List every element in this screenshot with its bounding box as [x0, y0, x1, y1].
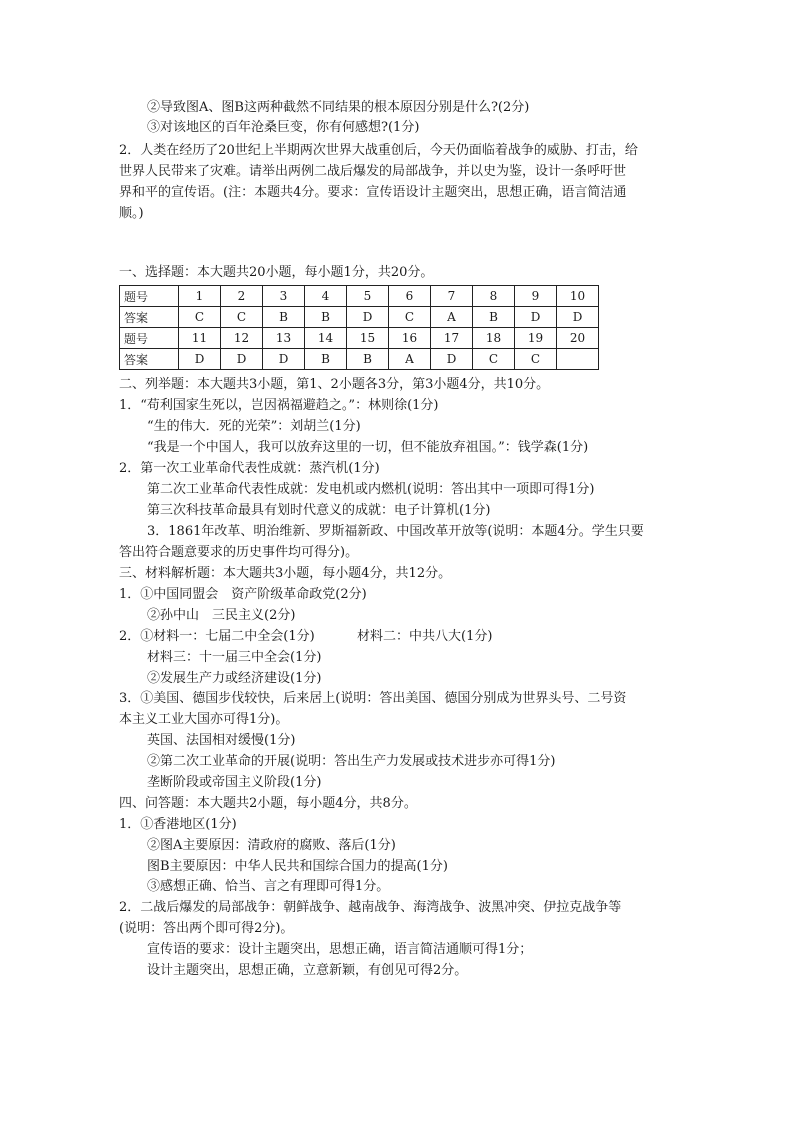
s3-q3-line1: 3．①美国、德国步伐较快，后来居上(说明：答出美国、德国分别成为世界头号、二号资 [119, 691, 627, 706]
table-cell: A [431, 307, 473, 328]
s3-q3-line2: 本主义工业大国亦可得1分)。 [119, 712, 289, 727]
table-cell: D [515, 307, 557, 328]
table-cell: 6 [389, 286, 431, 307]
table-cell: 2 [221, 286, 263, 307]
s4-q1-d: ③感想正确、恰当、言之有理即可得1分。 [147, 879, 390, 894]
table-cell: D [347, 307, 389, 328]
table-cell: 13 [263, 328, 305, 349]
table-cell: 19 [515, 328, 557, 349]
s4-q2-line1: 2．二战后爆发的局部战争：朝鲜战争、越南战争、海湾战争、波黑冲突、伊拉克战争等 [119, 900, 622, 915]
table-cell: C [473, 349, 515, 370]
section4-title: 四、问答题：本大题共2小题，每小题4分，共8分。 [119, 796, 417, 811]
s3-q2-a2: 材料二：中共八大(1分) [357, 629, 493, 644]
table-cell: B [347, 349, 389, 370]
s4-q1-b: ②图A主要原因：清政府的腐败、落后(1分) [147, 838, 396, 853]
table-cell: D [179, 349, 221, 370]
table-cell: C [221, 307, 263, 328]
s4-q2-line2: (说明：答出两个即可得2分)。 [119, 921, 294, 936]
table-cell: 3 [263, 286, 305, 307]
s2-q2-c: 第三次科技革命最具有划时代意义的成就：电子计算机(1分) [147, 503, 491, 518]
answer-table [119, 285, 599, 370]
s3-q3-b: 英国、法国相对缓慢(1分) [147, 733, 296, 748]
prev-q2-line3: 界和平的宣传语。(注：本题共4分。要求：宣传语设计主题突出，思想正确，语言简洁通 [119, 185, 627, 200]
row-label-answer: 答案 [120, 349, 179, 370]
prev-q2-line1: 2．人类在经历了20世纪上半期两次世界大战重创后，今天仍面临着战争的威胁、打击，给 [119, 143, 638, 158]
s2-q2-b: 第二次工业革命代表性成就：发电机或内燃机(说明：答出其中一项即可得1分) [147, 482, 595, 497]
s2-q3-line1: 3．1861年改革、明治维新、罗斯福新政、中国改革开放等(说明：本题4分。学生只要 [147, 524, 644, 539]
prev-q1-sub2: ②导致图A、图B这两种截然不同结果的根本原因分别是什么?(2分) [147, 100, 530, 115]
prev-q2-line4: 顺。) [119, 206, 144, 221]
table-row [120, 328, 599, 349]
table-cell: 17 [431, 328, 473, 349]
table-cell: 4 [305, 286, 347, 307]
s4-q2-b: 宣传语的要求：设计主题突出，思想正确，语言简洁通顺可得1分； [147, 942, 533, 957]
table-cell: 16 [389, 328, 431, 349]
table-row [120, 349, 599, 370]
table-cell: 18 [473, 328, 515, 349]
table-cell: A [389, 349, 431, 370]
section3-title: 三、材料解析题：本大题共3小题，每小题4分，共12分。 [119, 566, 452, 581]
table-cell: C [389, 307, 431, 328]
table-cell: D [221, 349, 263, 370]
s4-q2-c: 设计主题突出，思想正确，立意新颖，有创见可得2分。 [147, 963, 468, 978]
table-cell: B [305, 307, 347, 328]
prev-q1-sub3: ③对该地区的百年沧桑巨变，你有何感想?(1分) [147, 120, 420, 135]
s2-q2-a: 2．第一次工业革命代表性成就：蒸汽机(1分) [119, 461, 380, 476]
s2-q1-b: “生的伟大．死的光荣”：刘胡兰(1分) [147, 419, 361, 434]
table-cell: B [305, 349, 347, 370]
table-cell: 10 [557, 286, 599, 307]
table-cell [557, 349, 599, 370]
table-row [120, 307, 599, 328]
prev-q2-line2: 世界人民带来了灾难。请举出两例二战后爆发的局部战争，并以史为鉴，设计一条呼吁世 [119, 164, 627, 179]
row-label-answer: 答案 [120, 307, 179, 328]
table-cell: D [557, 307, 599, 328]
s3-q3-d: 垄断阶段或帝国主义阶段(1分) [147, 775, 322, 790]
row-label-number: 题号 [120, 328, 179, 349]
s2-q1-a: 1．“苟利国家生死以，岂因祸福避趋之。”：林则徐(1分) [119, 398, 439, 413]
s3-q3-c: ②第二次工业革命的开展(说明：答出生产力发展或技术进步亦可得1分) [147, 754, 556, 769]
section2-title: 二、列举题：本大题共3小题，第1、2小题各3分，第3小题4分，共10分。 [119, 377, 550, 392]
s3-q2-b: 材料三：十一届三中全会(1分) [147, 650, 322, 665]
row-label-number: 题号 [120, 286, 179, 307]
table-cell: C [179, 307, 221, 328]
table-cell: D [263, 349, 305, 370]
table-cell: B [473, 307, 515, 328]
table-cell: C [515, 349, 557, 370]
table-cell: 9 [515, 286, 557, 307]
table-cell: 15 [347, 328, 389, 349]
table-cell: 5 [347, 286, 389, 307]
table-cell: 1 [179, 286, 221, 307]
section1-title: 一、选择题：本大题共20小题，每小题1分，共20分。 [119, 265, 434, 280]
table-cell: 20 [557, 328, 599, 349]
s3-q1-a: 1．①中国同盟会 资产阶级革命政党(2分) [119, 587, 367, 602]
s4-q1-a: 1．①香港地区(1分) [119, 817, 237, 832]
s3-q2-c: ②发展生产力或经济建设(1分) [147, 671, 322, 686]
s4-q1-c: 图B主要原因：中华人民共和国综合国力的提高(1分) [147, 859, 448, 874]
table-cell: 14 [305, 328, 347, 349]
s3-q1-b: ②孙中山 三民主义(2分) [147, 608, 296, 623]
table-cell: 8 [473, 286, 515, 307]
s2-q1-c: “我是一个中国人，我可以放弃这里的一切，但不能放弃祖国。”：钱学森(1分) [147, 440, 589, 455]
table-cell: B [263, 307, 305, 328]
s3-q2-a1: 2．①材料一：七届二中全会(1分) [119, 629, 315, 644]
table-cell: D [431, 349, 473, 370]
s2-q3-line2: 答出符合题意要求的历史事件均可得分)。 [119, 545, 359, 560]
table-cell: 7 [431, 286, 473, 307]
table-row [120, 286, 599, 307]
table-cell: 11 [179, 328, 221, 349]
table-cell: 12 [221, 328, 263, 349]
